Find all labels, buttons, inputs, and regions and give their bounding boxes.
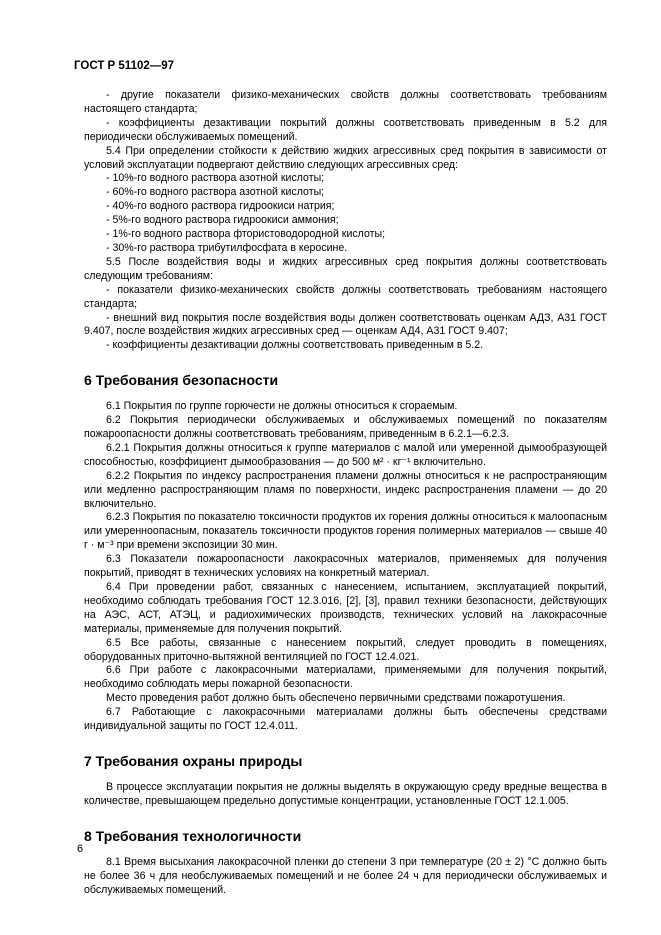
paragraph: 6.7 Работающие с лакокрасочными материалами должны быть обеспечены средствами индивидуальной защиты по ГОСТ 12.4.011.: [84, 706, 607, 733]
section-heading: 6 Требования безопасности: [84, 372, 279, 389]
paragraph: 6.1 Покрытия по группе горючести не должны относиться к сгораемым.: [106, 400, 458, 413]
page-number: 6: [77, 843, 84, 855]
paragraph: В процессе эксплуатации покрытия не должны выделять в окружающую среду вредные вещества в количестве, превышающем предельно допустимые концентрации, установленные ГОСТ 12.1.005.: [84, 780, 607, 807]
paragraph: 6.3 Показатели пожароопасности лакокрасочных материалов, применяемых для получения покрытий, приводят в технических условиях на конкретный материал.: [84, 553, 607, 580]
paragraph: 6.2 Покрытия периодически обслуживаемых и обслуживаемых помещений по показателям пожароопасности должны соответствовать требованиям, приведенным в 6.2.1—6.2.3.: [84, 414, 607, 441]
paragraph: - коэффициенты дезактивации должны соответствовать приведенным в 5.2.: [106, 339, 484, 352]
paragraph: - 5%-го водного раствора гидроокиси аммония;: [106, 214, 339, 227]
paragraph: 5.4 При определении стойкости к действию жидких агрессивных сред покрытия в зависимости от условий эксплуатации подвергают действию следующих агрессивных сред:: [84, 144, 607, 171]
paragraph: - коэффициенты дезактивации покрытий должны соответствовать приведенным в 5.2 для периодически обслуживаемых помещений.: [84, 116, 607, 143]
section-heading: 7 Требования охраны природы: [84, 752, 303, 769]
document-body: [84, 89, 607, 898]
paragraph: - показатели физико-механических свойств должны соответствовать требованиям настоящего стандарта;: [84, 283, 607, 310]
paragraph: Место проведения работ должно быть обеспечено первичными средствами пожаротушения.: [106, 692, 566, 705]
paragraph: - 30%-го раствора трибутилфосфата в керосине.: [106, 241, 348, 254]
paragraph: 6.6 При работе с лакокрасочными материалами, применяемыми для получения покрытий, необходимо соблюдать меры пожарной безопасности.: [84, 664, 607, 691]
paragraph: - 60%-го водного раствора азотной кислоты;: [106, 186, 325, 199]
document-code-header: ГОСТ Р 51102—97: [74, 60, 175, 72]
paragraph: 5.5 После воздействия воды и жидких агрессивных сред покрытия должны соответствовать следующим требованиям:: [84, 255, 607, 282]
paragraph: - 40%-го водного раствора гидроокиси натрия;: [106, 200, 335, 213]
paragraph: - 1%-го водного раствора фтористоводородной кислоты;: [106, 228, 386, 241]
section-heading: 8 Требования технологичности: [84, 827, 302, 844]
paragraph: 6.2.2 Покрытия по индексу распространения пламени должны относиться к не распространяющим или медленно распространяющим пламя по поверхности, индекс распространения пламени — до 20 включительно.: [84, 469, 607, 510]
paragraph: 6.2.3 Покрытия по показателю токсичности продуктов их горения должны относиться к малоопасным или умеренноопасным, показатель токсичности продуктов горения полимерных материалов — свыше 40 г · м⁻³ при времени экспозиции 30 мин.: [84, 511, 607, 552]
paragraph: - внешний вид покрытия после воздействия воды должен соответствовать оценкам АДЗ, А31 ГОСТ 9.407, после воздействия жидких агрессивных сред — оценкам АД4, А31 ГОСТ 9.407;: [84, 311, 607, 338]
paragraph: - другие показатели физико-механических свойств должны соответствовать требованиям настоящего стандарта;: [84, 89, 607, 115]
paragraph: 8.1 Время высыхания лакокрасочной пленки до степени 3 при температуре (20 ± 2) °С должно быть не более 36 ч для необслуживаемых помещений и не более 24 ч для периодически обслуживаемых и обслуживаемых помещений.: [84, 855, 607, 896]
paragraph: 6.2.1 Покрытия должны относиться к группе материалов с малой или умеренной дымообразующей способностью, коэффициент дымообразования — до 500 м² · кг⁻¹ включительно.: [84, 441, 607, 468]
paragraph: 6.5 Все работы, связанные с нанесением покрытий, следует проводить в помещениях, оборудованных приточно-вытяжной вентиляцией по ГОСТ 12.4.021.: [84, 636, 607, 663]
paragraph: 6.4 При проведении работ, связанных с нанесением, испытанием, эксплуатацией покрытий, необходимо соблюдать требования ГОСТ 12.3.016, [2], [3], правил техники безопасности, действующих на АЭС, АСТ, АТЭЦ, и радиохимических производств, технических условий на лакокрасочные материалы, применяемые для получения покрытий.: [84, 581, 607, 635]
paragraph: - 10%-го водного раствора азотной кислоты;: [106, 172, 325, 185]
